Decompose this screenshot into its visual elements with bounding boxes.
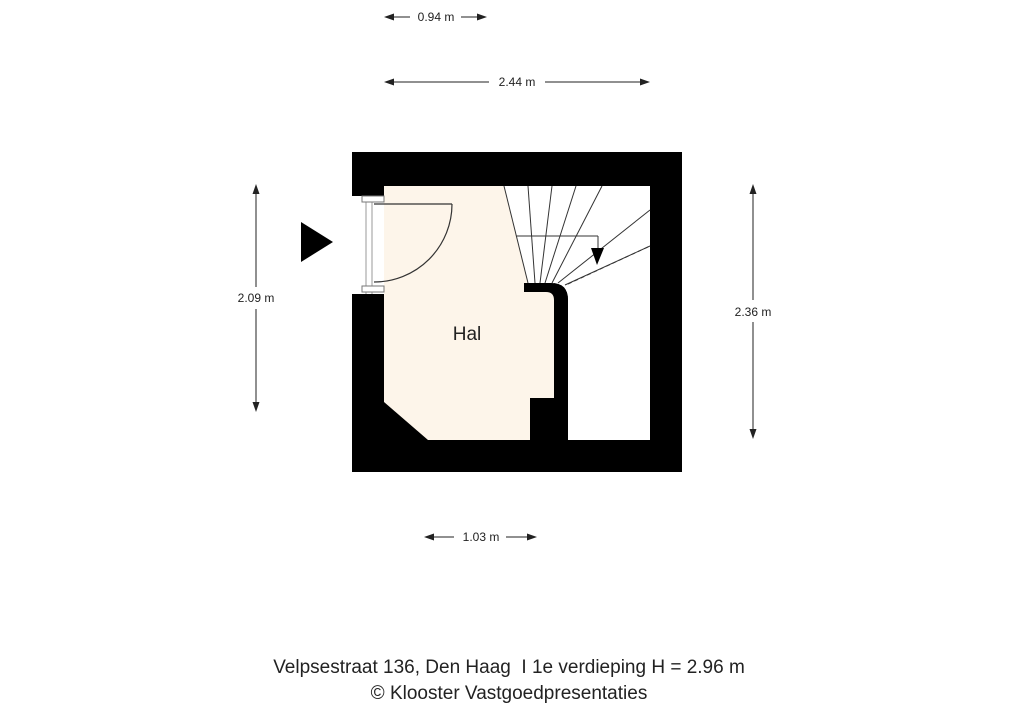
- footer-copyright: © Klooster Vastgoedpresentaties: [370, 683, 648, 704]
- footer-address: Velpsestraat 136, Den Haag I 1e verdieping H = 2.96 m: [273, 657, 745, 678]
- dim-right-label: 2.36 m: [734, 305, 772, 319]
- dim-top-small: [384, 10, 487, 24]
- door-opening: [352, 196, 384, 294]
- dim-top-small-label: 0.94 m: [417, 10, 455, 24]
- dim-top-large: [384, 75, 650, 89]
- dim-left-label: 2.09 m: [237, 291, 275, 305]
- dim-bottom-label: 1.03 m: [462, 530, 500, 544]
- dim-bottom: [424, 530, 537, 544]
- door-jamb-top: [362, 196, 384, 202]
- dim-right: [735, 184, 772, 439]
- dim-top-large-label: 2.44 m: [498, 75, 536, 89]
- door-jamb-bottom: [362, 286, 384, 292]
- dim-left: [238, 184, 275, 412]
- entrance-arrow-icon: [301, 222, 333, 262]
- room-label: Hal: [452, 324, 482, 345]
